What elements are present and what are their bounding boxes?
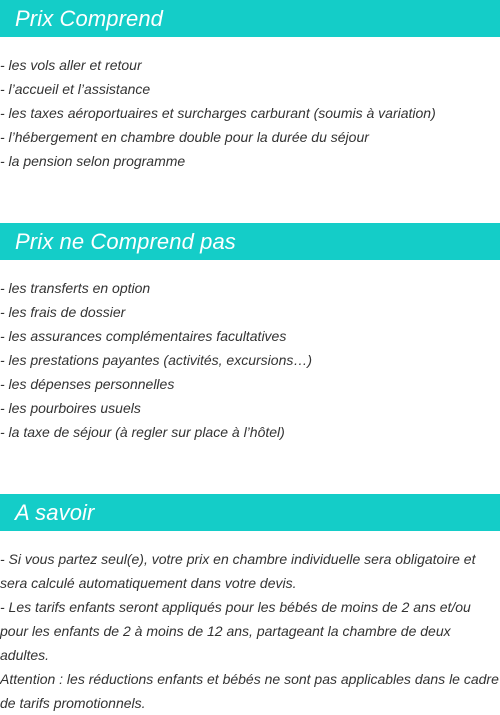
section-header-prix-comprend: Prix Comprend [0, 0, 500, 37]
included-list [0, 53, 500, 173]
list-item: - l’hébergement en chambre double pour la durée du séjour [0, 129, 369, 145]
list-item: - les taxes aéroportuaires et surcharges carburant (soumis à variation) [0, 105, 436, 121]
list-item: - les pourboires usuels [0, 400, 141, 416]
info-paragraph: - Les tarifs enfants seront appliqués pour les bébés de moins de 2 ans et/ou pour les enfants de 2 à moins de 12 ans, partageant la chambre de deux adultes. [0, 599, 471, 663]
list-item: - les vols aller et retour [0, 57, 142, 73]
list-item: - l’accueil et l’assistance [0, 81, 151, 97]
section-header-a-savoir: A savoir [0, 494, 500, 531]
list-item: - les assurances complémentaires facultatives [0, 328, 287, 344]
info-paragraph: Attention : les réductions enfants et bébés ne sont pas applicables dans le cadre de tarifs promotionnels. [0, 671, 499, 711]
list-item: - les transferts en option [0, 280, 151, 296]
info-block [0, 547, 500, 715]
list-item: - les frais de dossier [0, 304, 126, 320]
info-paragraph: - Si vous partez seul(e), votre prix en chambre individuelle sera obligatoire et sera calculé automatiquement dans votre devis. [0, 551, 476, 591]
list-item: - les dépenses personnelles [0, 376, 175, 392]
list-item: - les prestations payantes (activités, excursions…) [0, 352, 313, 368]
section-header-prix-ne-comprend-pas: Prix ne Comprend pas [0, 223, 500, 260]
list-item: - la taxe de séjour (à regler sur place à l’hôtel) [0, 424, 285, 440]
excluded-list [0, 276, 500, 444]
list-item: - la pension selon programme [0, 153, 186, 169]
